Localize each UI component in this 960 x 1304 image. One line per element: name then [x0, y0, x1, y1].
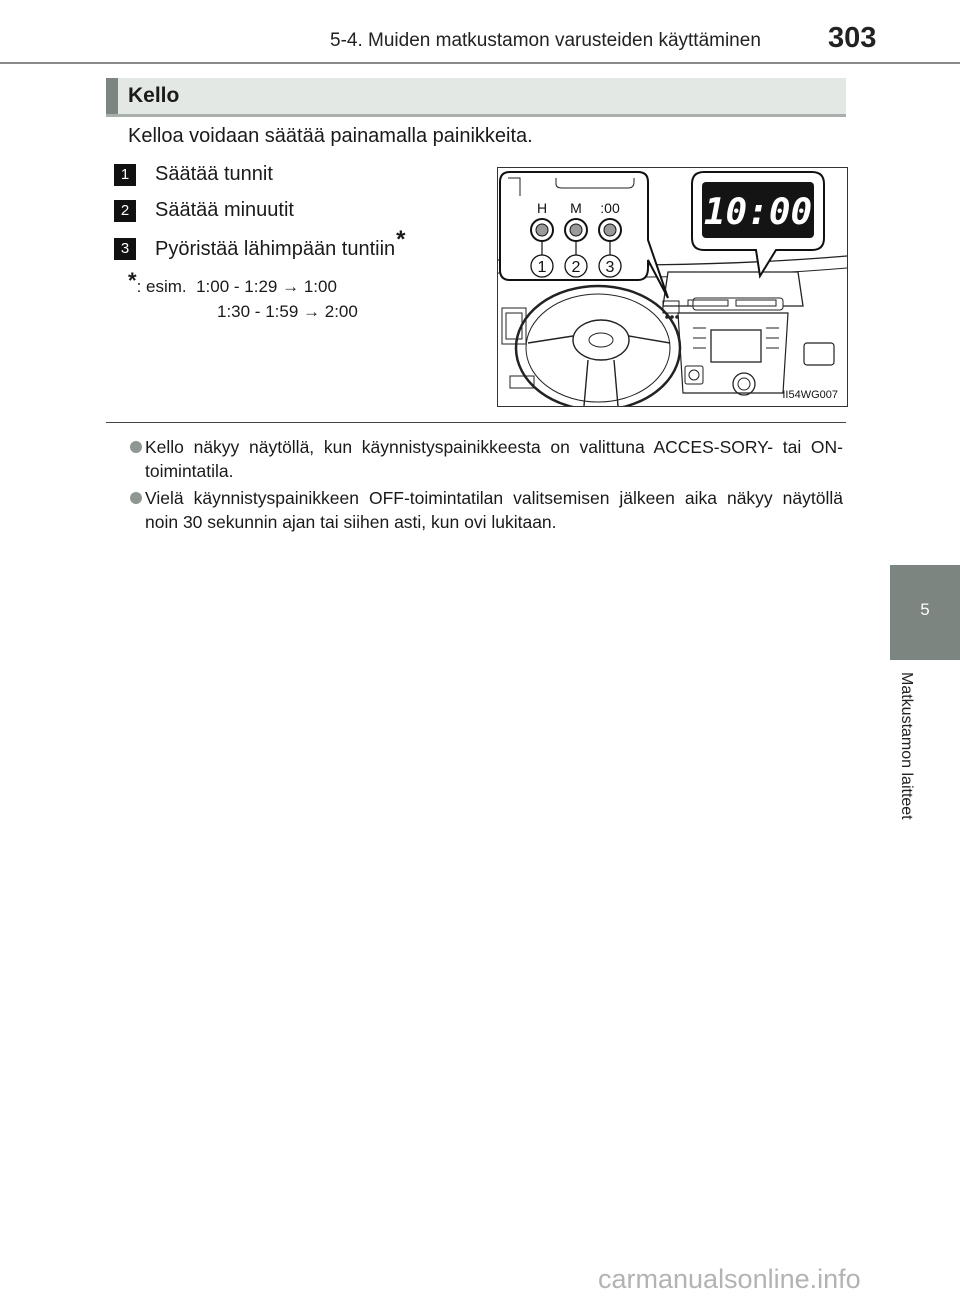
clock-display-time: 10:00 — [703, 192, 813, 233]
step-item — [114, 163, 273, 186]
section-intro: Kelloa voidaan säätää painamalla painikkeita. — [128, 125, 533, 147]
button-label: H — [536, 200, 548, 216]
watermark: carmanualsonline.info — [598, 1264, 861, 1294]
step-number: 1 — [114, 164, 136, 186]
section-divider — [106, 422, 846, 423]
section-heading-marker — [106, 78, 118, 114]
chapter-label: Matkustamon laitteet — [898, 672, 915, 820]
bullet-dot-icon — [130, 441, 142, 453]
running-header-title: 5-4. Muiden matkustamon varusteiden käyttäminen — [330, 30, 761, 51]
callout-number: 2 — [571, 259, 581, 276]
footnote-line: 1:30 - 1:59 → 2:00 — [217, 302, 358, 321]
section-title: Kello — [128, 84, 180, 107]
note-bullet — [130, 435, 843, 483]
callout-number: 3 — [605, 259, 615, 276]
section-heading-band — [106, 78, 846, 117]
callout-number: 1 — [537, 259, 547, 276]
note-bullet — [130, 486, 843, 534]
footnote-line: *: esim. 1:00 - 1:29 → 1:00 — [128, 268, 337, 296]
step-text: Säätää minuutit — [155, 199, 294, 221]
footnote-marker: * — [396, 226, 406, 253]
step-item — [114, 226, 406, 263]
page-number: 303 — [828, 22, 877, 54]
note-text: Kello näkyy näytöllä, kun käynnistyspainikkeesta on valittuna ACCES-SORY- tai ON-toimintatila. — [145, 437, 843, 481]
illustration-code: II54WG007 — [782, 389, 838, 401]
button-label: :00 — [600, 200, 620, 216]
header-rule — [0, 62, 960, 64]
arrow-right-icon: → — [282, 277, 300, 296]
step-item — [114, 199, 294, 222]
chapter-number: 5 — [920, 600, 930, 619]
step-text: Säätää tunnit — [155, 163, 273, 185]
dashboard-clock-illustration — [497, 167, 848, 407]
note-text: Vielä käynnistyspainikkeen OFF-toimintatilan valitsemisen jälkeen aika näkyy näytöllä noin 30 sekunnin ajan tai siihen asti, kun ovi lukitaan. — [145, 488, 843, 532]
button-label: M — [570, 200, 582, 216]
arrow-right-icon: → — [303, 302, 321, 321]
bullet-dot-icon — [130, 492, 142, 504]
step-number: 3 — [114, 238, 136, 260]
step-number: 2 — [114, 200, 136, 222]
step-text: Pyöristää lähimpään tuntiin — [155, 237, 396, 260]
